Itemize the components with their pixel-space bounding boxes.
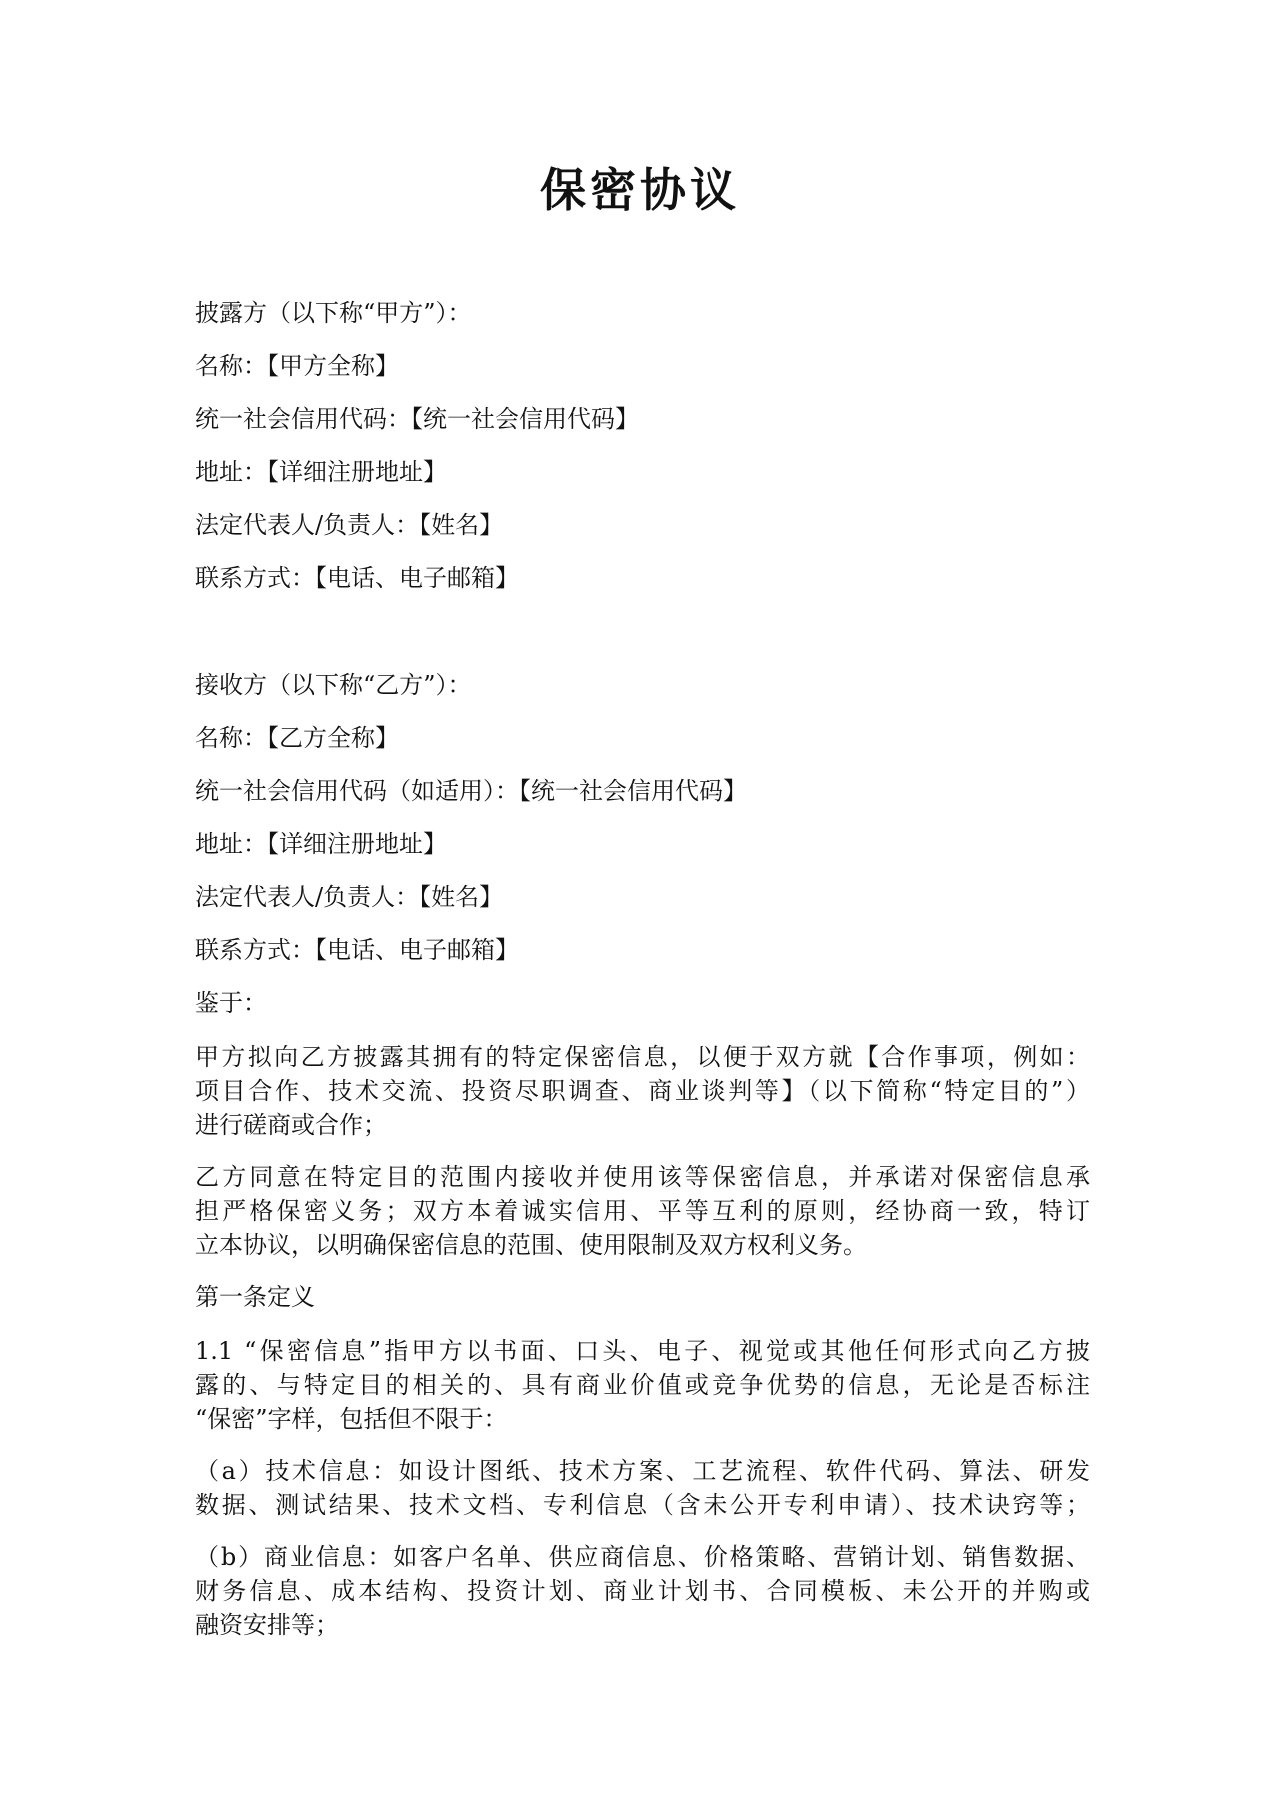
clause-b-line: （b）商业信息：如客户名单、供应商信息、价格策略、营销计划、销售数据、 xyxy=(195,1543,1090,1571)
party-a-name: 名称：【甲方全称】 xyxy=(195,352,399,380)
whereas-paragraph-2 xyxy=(195,1160,1090,1262)
clause-b xyxy=(195,1540,1090,1642)
whereas-2-line: 立本协议，以明确保密信息的范围、使用限制及双方权利义务。 xyxy=(195,1231,867,1259)
party-b-heading: 接收方（以下称“乙方”）： xyxy=(195,671,472,699)
clause-1-1-line: “保密”字样，包括但不限于： xyxy=(195,1405,508,1433)
whereas-2-line: 乙方同意在特定目的范围内接收并使用该等保密信息，并承诺对保密信息承 xyxy=(195,1163,1090,1191)
clause-a xyxy=(195,1454,1090,1522)
party-a-address: 地址：【详细注册地址】 xyxy=(195,458,447,486)
party-a-heading: 披露方（以下称“甲方”）： xyxy=(195,299,472,327)
document-title: 保密协议 xyxy=(540,163,740,217)
party-b-credit-code: 统一社会信用代码（如适用）：【统一社会信用代码】 xyxy=(195,777,747,805)
clause-a-line: （a）技术信息：如设计图纸、技术方案、工艺流程、软件代码、算法、研发 xyxy=(195,1457,1090,1485)
party-a-representative: 法定代表人/负责人：【姓名】 xyxy=(195,511,504,539)
clause-a-line: 数据、测试结果、技术文档、专利信息（含未公开专利申请）、技术诀窍等； xyxy=(195,1491,1090,1519)
clause-1-1 xyxy=(195,1334,1090,1436)
clause-b-line: 财务信息、成本结构、投资计划、商业计划书、合同模板、未公开的并购或 xyxy=(195,1577,1090,1605)
whereas-2-line: 担严格保密义务；双方本着诚实信用、平等互利的原则，经协商一致，特订 xyxy=(195,1197,1090,1225)
clause-1-1-line: 露的、与特定目的相关的、具有商业价值或竞争优势的信息，无论是否标注 xyxy=(195,1371,1090,1399)
party-b-representative: 法定代表人/负责人：【姓名】 xyxy=(195,883,504,911)
whereas-1-line: 项目合作、技术交流、投资尽职调查、商业谈判等】（以下简称“特定目的”） xyxy=(195,1077,1090,1105)
party-b-name: 名称：【乙方全称】 xyxy=(195,724,399,752)
clause-b-line: 融资安排等； xyxy=(195,1611,339,1639)
whereas-1-line: 进行磋商或合作； xyxy=(195,1111,387,1139)
article-1-heading: 第一条定义 xyxy=(195,1283,315,1311)
whereas-1-line: 甲方拟向乙方披露其拥有的特定保密信息，以便于双方就【合作事项，例如： xyxy=(195,1043,1090,1071)
whereas-heading: 鉴于： xyxy=(195,989,267,1017)
party-b-contact: 联系方式：【电话、电子邮箱】 xyxy=(195,936,519,964)
party-a-contact: 联系方式：【电话、电子邮箱】 xyxy=(195,564,519,592)
party-a-credit-code: 统一社会信用代码：【统一社会信用代码】 xyxy=(195,405,639,433)
whereas-paragraph-1 xyxy=(195,1040,1090,1142)
party-b-address: 地址：【详细注册地址】 xyxy=(195,830,447,858)
clause-1-1-line: 1.1 “保密信息”指甲方以书面、口头、电子、视觉或其他任何形式向乙方披 xyxy=(195,1337,1090,1365)
